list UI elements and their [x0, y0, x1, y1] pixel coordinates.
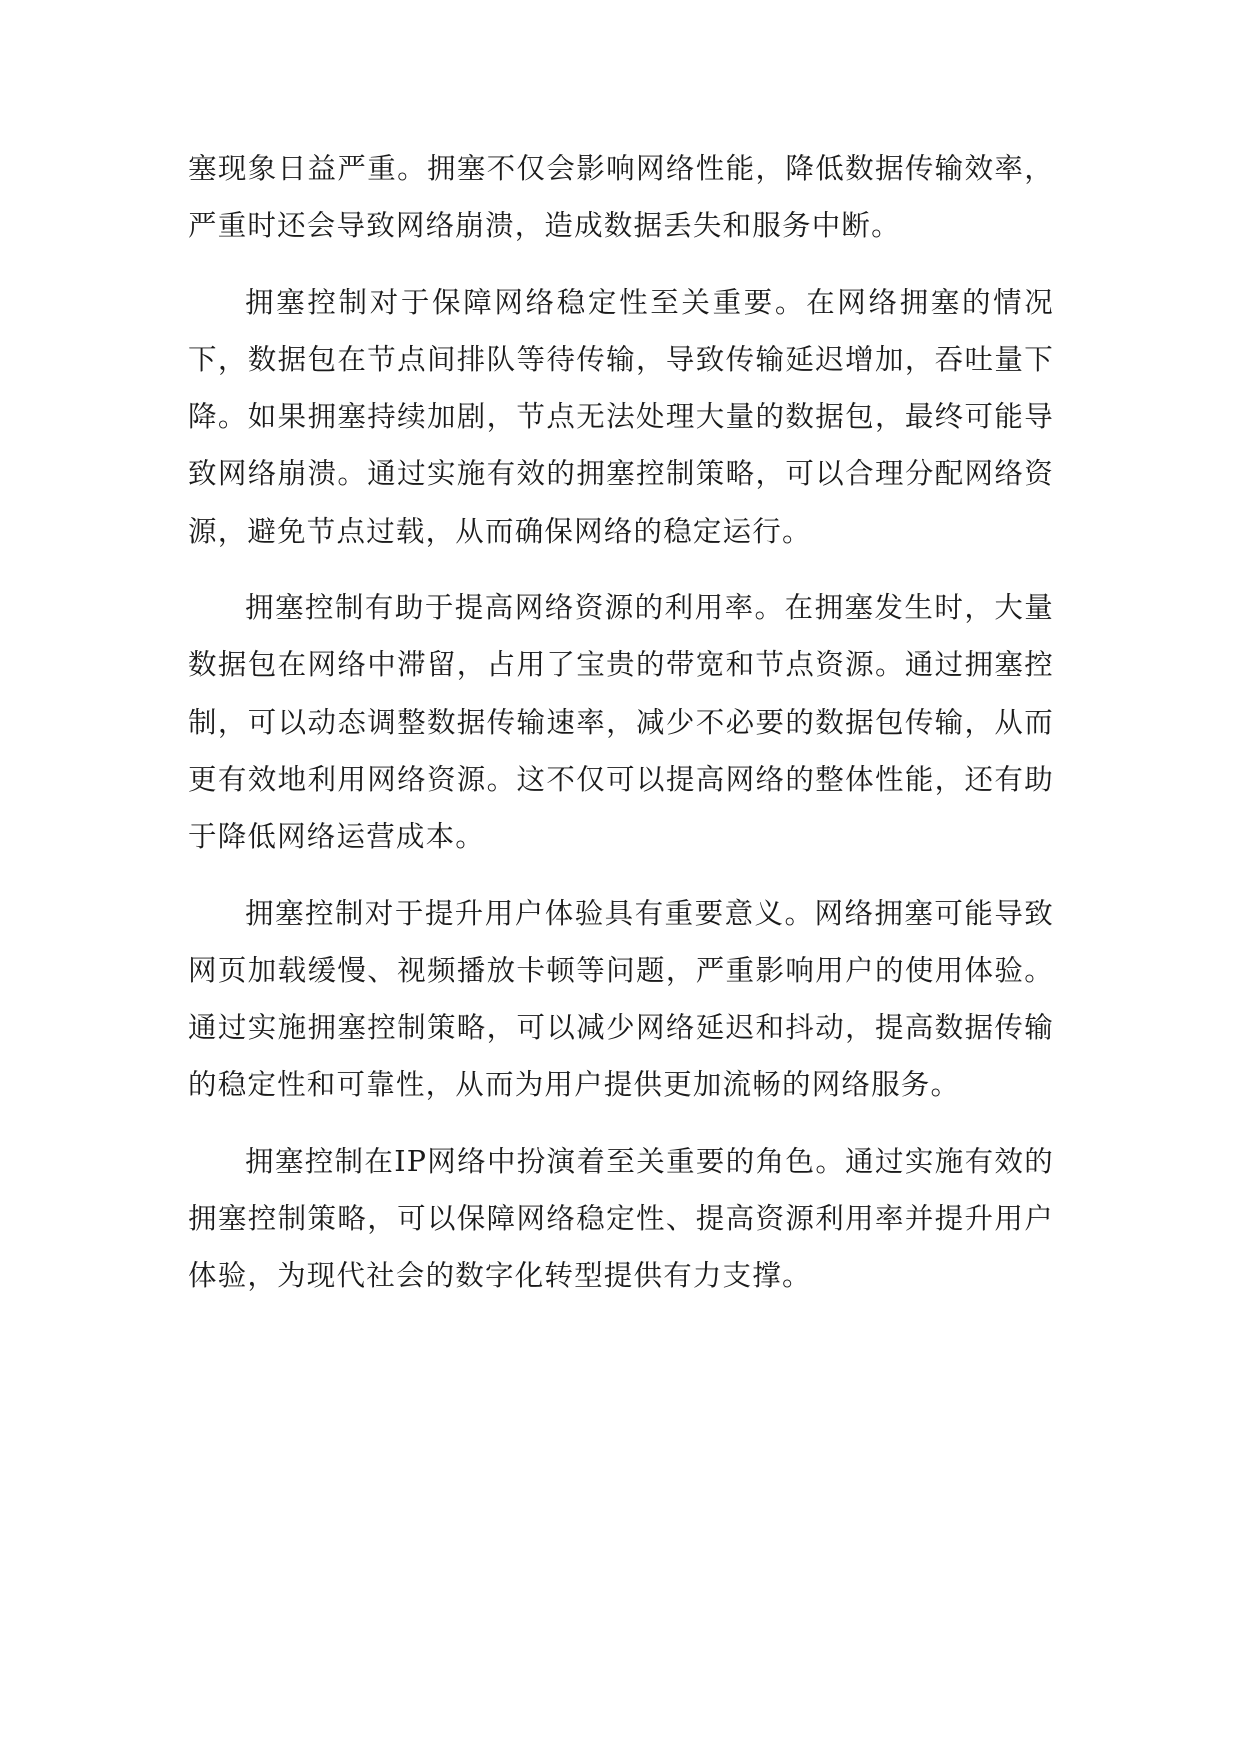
paragraph-1: 塞现象日益严重。拥塞不仅会影响网络性能，降低数据传输效率，严重时还会导致网络崩溃，造成数据丢失和服务中断。	[188, 152, 1054, 243]
paragraph-4: 拥塞控制对于提升用户体验具有重要意义。网络拥塞可能导致网页加载缓慢、视频播放卡顿等问题，严重影响用户的使用体验。通过实施拥塞控制策略，可以减少网络延迟和抖动，提高数据传输的稳定性和可靠性，从而为用户提供更加流畅的网络服务。	[188, 896, 1054, 1102]
document-body	[188, 140, 1054, 1324]
paragraph-2: 拥塞控制对于保障网络稳定性至关重要。在网络拥塞的情况下，数据包在节点间排队等待传输，导致传输延迟增加，吞吐量下降。如果拥塞持续加剧，节点无法处理大量的数据包，最终可能导致网络崩溃。通过实施有效的拥塞控制策略，可以合理分配网络资源，避免节点过载，从而确保网络的稳定运行。	[188, 285, 1054, 548]
paragraph-5: 拥塞控制在IP网络中扮演着至关重要的角色。通过实施有效的拥塞控制策略，可以保障网络稳定性、提高资源利用率并提升用户体验，为现代社会的数字化转型提供有力支撑。	[188, 1144, 1054, 1293]
paragraph-3: 拥塞控制有助于提高网络资源的利用率。在拥塞发生时，大量数据包在网络中滞留，占用了宝贵的带宽和节点资源。通过拥塞控制，可以动态调整数据传输速率，减少不必要的数据包传输，从而更有效地利用网络资源。这不仅可以提高网络的整体性能，还有助于降低网络运营成本。	[188, 591, 1054, 854]
